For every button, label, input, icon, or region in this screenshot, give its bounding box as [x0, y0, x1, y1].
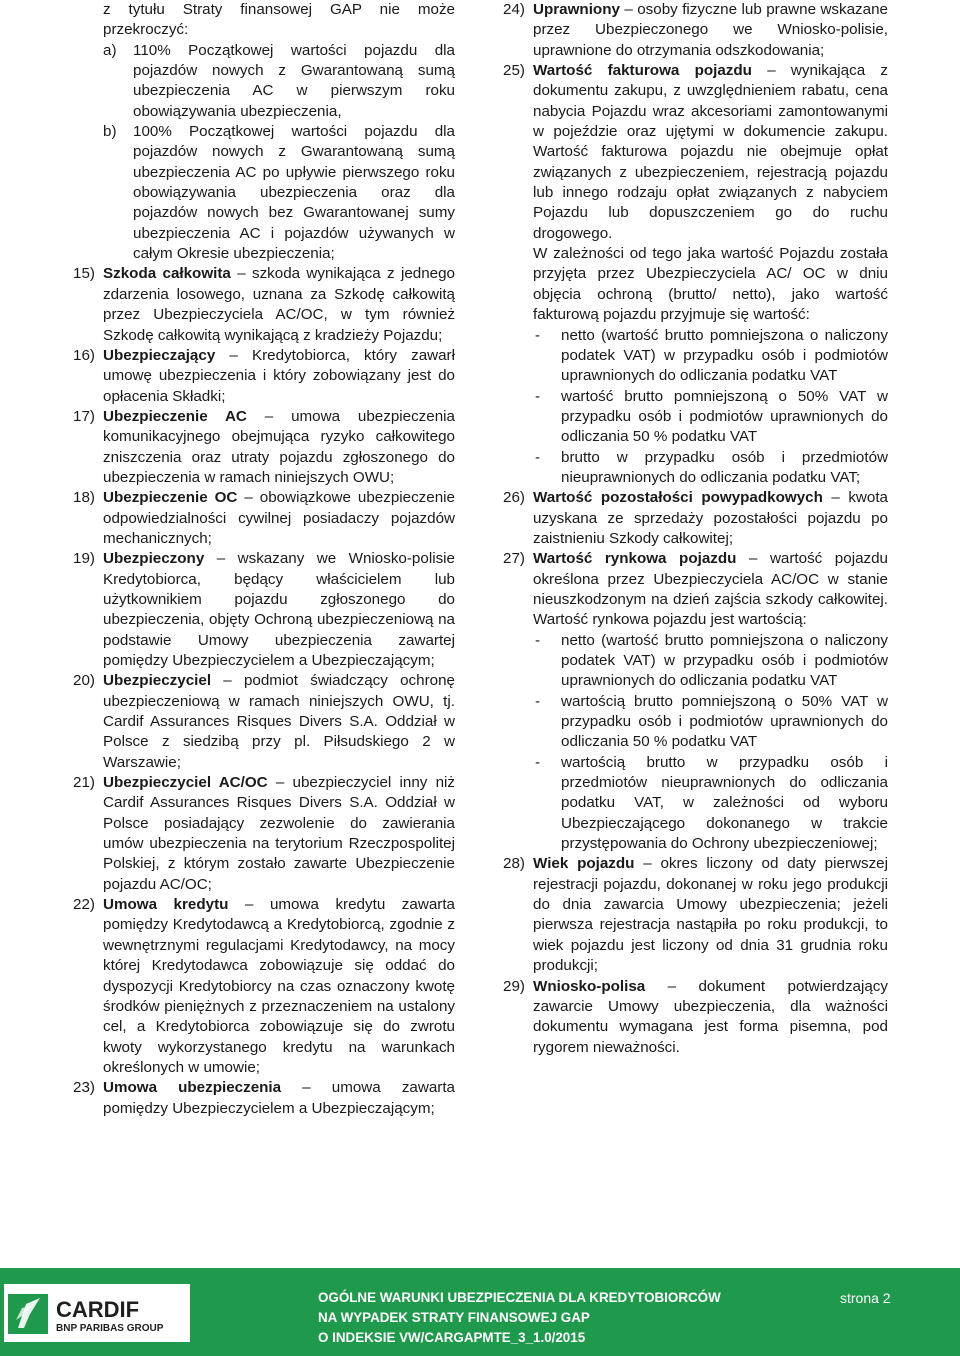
subitem-letter: a)	[103, 41, 117, 59]
dash-item	[503, 692, 888, 753]
dash-bullet: -	[535, 631, 541, 649]
item-number: 23)	[73, 1079, 95, 1097]
definition-text: – umowa ubezpieczenia komunikacyjnego obejmująca ryzyko całkowitego zniszczenia oraz utraty pojazdu zgłoszonego do ubezpieczenia w ramach niniejszych OWU;	[103, 407, 455, 486]
dash-bullet: -	[535, 387, 541, 405]
cardif-logo	[4, 1284, 190, 1342]
definition-text: – Kredytobiorca, który zawarł umowę ubezpieczenia i który zobowiązany jest do opłacenia Składki;	[103, 346, 455, 405]
definition-text: – wynikająca z dokumentu zakupu, z uwzględnieniem rabatu, cena nabycia Pojazdu wraz akcesoriami zamontowanymi w pojeździe oraz ujętymi w dokumencie zakupu. Wartość fakturowa pojazdu nie obejmuje opłat związanych z ubezpieczeniem, rejestracją pojazdu lub innego rodzaju opłat związanych z nabyciem Pojazdu lub dopuszczeniem go do ruchu drogowego.	[533, 62, 889, 242]
subitem-text: 100% Początkowej wartości pojazdu dla pojazdów nowych z Gwarantowaną sumą ubezpieczenia AC po upływie pierwszego roku obowiązywania ubezpieczenia oraz dla pojazdów nowych bez Gwarantowanej sumy ubezpieczenia AC i pojazdów używanych w całym Okresie ubezpieczenia;	[133, 123, 455, 263]
item-number: 16)	[73, 346, 95, 364]
item-number: 21)	[73, 774, 95, 792]
defined-term: Ubezpieczyciel AC/OC	[103, 774, 268, 792]
definition-text: – obowiązkowe ubezpieczenie odpowiedzialności cywilnej posiadaczy pojazdów mechanicznych;	[103, 489, 455, 547]
footer-title	[318, 1288, 721, 1348]
definition-item	[503, 61, 888, 244]
dash-item	[503, 326, 888, 387]
dash-item-text: wartość brutto pomniejszoną o 50% VAT w przypadku osób i podmiotów uprawnionych do odliczania 50 % podatku VAT	[561, 387, 888, 446]
defined-term: Wartość fakturowa pojazdu	[533, 62, 752, 80]
subitem-letter: b)	[103, 123, 117, 141]
defined-term: Wartość pozostałości powypadkowych	[533, 489, 823, 507]
page-footer	[0, 1268, 960, 1356]
left-column	[73, 0, 455, 1119]
item-number: 27)	[503, 550, 525, 568]
definition-item	[73, 407, 455, 488]
list-paragraph	[503, 244, 888, 325]
definition-text: – kwota uzyskana ze sprzedaży pozostałości pojazdu po zaistnieniu Szkody całkowitej;	[533, 489, 888, 547]
item-number: 24)	[503, 1, 525, 18]
footer-title-line: NA WYPADEK STRATY FINANSOWEJ GAP	[318, 1310, 590, 1325]
footer-title-line: OGÓLNE WARUNKI UBEZPIECZENIA DLA KREDYTOBIORCÓW	[318, 1290, 721, 1305]
definition-text: – podmiot świadczący ochronę ubezpieczeniową w ramach niniejszych OWU, tj. Cardif Assurances Risques Divers S.A. Oddział w Polsce z siedzibą przy pl. Piłsudskiego 2 w Warszawie;	[103, 672, 455, 771]
definition-text: – dokument potwierdzający zawarcie Umowy ubezpieczenia, dla ważności dokumentu wymagana jest forma pisemna, pod rygorem nieważności.	[533, 977, 888, 1056]
defined-term: Ubezpieczenie OC	[103, 489, 238, 507]
item-number: 15)	[73, 265, 95, 283]
dash-bullet: -	[535, 753, 541, 771]
dash-item	[503, 631, 888, 692]
logo-subtitle: BNP PARIBAS GROUP	[56, 1323, 164, 1334]
list-subitem	[73, 122, 455, 264]
definition-item	[73, 895, 455, 1078]
definition-item	[73, 264, 455, 345]
definition-item	[503, 977, 888, 1058]
definition-text: – wartość pojazdu określona przez Ubezpieczyciela AC/OC w stanie nieuszkodzonym na dzień zajścia szkody całkowitej. Wartość rynkowa pojazdu jest wartością:	[533, 550, 889, 629]
defined-term: Wartość rynkowa pojazdu	[533, 550, 737, 568]
definition-item	[503, 549, 888, 630]
definition-text: – ubezpieczyciel inny niż Cardif Assurances Risques Divers S.A. Oddział w Polsce posiadający zezwolenie do zawierania umów ubezpieczenia na terytorium Rzeczpospolitej Polskiej, z którym zostało zawarte Ubezpieczenie pojazdu AC/OC;	[103, 774, 455, 893]
dash-bullet: -	[535, 448, 541, 466]
defined-term: Ubezpieczający	[103, 346, 216, 364]
definition-item	[73, 346, 455, 407]
definition-text: – umowa kredytu zawarta pomiędzy Kredytodawcą a Kredytobiorcą, zgodnie z wewnętrznymi regulacjami Kredytodawcy, na mocy której Kredytodawca zobowiązuje się oddać do dyspozycji Kredytobiorcy na czas oznaczony kwotę środków pieniężnych z przeznaczeniem na ustalony cel, a Kredytobiorca zobowiązuje się do zwrotu kwoty wykorzystanego kredytu na warunkach określonych w umowie;	[103, 896, 455, 1076]
list-subitem	[73, 41, 455, 122]
dash-item-text: netto (wartość brutto pomniejszona o naliczony podatek VAT) w przypadku osób i podmiotów uprawnionych do odliczania podatku VAT	[561, 326, 888, 385]
dash-item-text: brutto w przypadku osób i przedmiotów nieuprawnionych do odliczania podatku VAT;	[561, 448, 888, 486]
definition-item	[503, 488, 888, 549]
item-number: 28)	[503, 855, 525, 873]
defined-term: Szkoda całkowita	[103, 265, 231, 283]
subitem-text: 110% Początkowej wartości pojazdu dla pojazdów nowych z Gwarantowaną sumą ubezpieczenia AC w pierwszym roku obowiązywania ubezpieczenia,	[133, 41, 455, 120]
dash-item-text: wartością brutto pomniejszoną o 50% VAT w przypadku osób i podmiotów uprawnionych do odliczania 50 % podatku VAT	[561, 692, 888, 751]
dash-item-text: netto (wartość brutto pomniejszona o naliczony podatek VAT) w przypadku osób i podmiotów uprawnionych do odliczania podatku VAT	[561, 631, 888, 690]
dash-item	[503, 753, 888, 855]
definition-text: – umowa zawarta pomiędzy Ubezpieczycielem a Ubezpieczającym;	[103, 1079, 455, 1117]
item-number: 20)	[73, 672, 95, 690]
defined-term: Ubezpieczony	[103, 550, 205, 568]
defined-term: Uprawniony	[533, 1, 620, 18]
list-paragraph	[73, 0, 455, 41]
right-column	[503, 0, 888, 1058]
definition-item	[73, 488, 455, 549]
defined-term: Ubezpieczyciel	[103, 672, 212, 690]
logo-name: CARDIF	[56, 1297, 140, 1322]
definition-item	[73, 671, 455, 773]
paragraph-text: z tytułu Straty finansowej GAP nie może przekroczyć:	[103, 1, 455, 39]
definition-item	[73, 773, 455, 895]
item-number: 29)	[503, 977, 525, 995]
defined-term: Umowa kredytu	[103, 896, 229, 914]
dash-item	[503, 387, 888, 448]
definition-text: – wskazany we Wniosko-polisie Kredytobiorca, będący właścicielem lub użytkownikiem pojazdu zgłoszonego do ubezpieczenia, objęty Ochroną ubezpieczeniową na podstawie Umowy ubezpieczenia zawartej pomiędzy Ubezpieczycielem a Ubezpieczającym;	[103, 550, 455, 669]
item-number: 18)	[73, 489, 95, 507]
defined-term: Wiek pojazdu	[533, 855, 635, 873]
definition-text: – szkoda wynikająca z jednego zdarzenia losowego, uznana za Szkodę całkowitą przez Ubezpieczyciela AC/OC, w tym również Szkodę całkowitą wynikającą z kradzieży Pojazdu;	[103, 265, 455, 344]
dash-bullet: -	[535, 326, 541, 344]
definition-text: – osoby fizyczne lub prawne wskazane przez Ubezpieczonego we Wniosko-polisie, uprawnione do otrzymania odszkodowania;	[533, 1, 888, 59]
definition-text: – okres liczony od daty pierwszej rejestracji pojazdu, dokonanej w roku jego produkcji do dnia zawarcia Umowy ubezpieczenia; jeżeli pierwsza rejestracja nastąpiła po roku produkcji, to wiek pojazdu jest liczony od dnia 31 grudnia roku produkcji;	[533, 855, 888, 975]
dash-item	[503, 448, 888, 489]
paragraph-text: W zależności od tego jaka wartość Pojazdu została przyjęta przez Ubezpieczyciela AC/ OC w dniu objęcia ochroną (brutto/ netto), jako wartość fakturową pojazdu przyjmuje się wartość:	[533, 245, 888, 324]
dash-item-text: wartością brutto w przypadku osób i przedmiotów nieuprawnionych do odliczania podatku VAT, w zależności od wyboru Ubezpieczającego dokonanego w trakcie przystępowania do Ochrony ubezpieczeniowej;	[561, 753, 888, 853]
definition-item	[73, 549, 455, 671]
item-number: 26)	[503, 489, 525, 507]
defined-term: Ubezpieczenie AC	[103, 407, 247, 425]
defined-term: Umowa ubezpieczenia	[103, 1079, 282, 1097]
page-number: strona 2	[840, 1290, 891, 1306]
item-number: 19)	[73, 550, 95, 568]
defined-term: Wniosko-polisa	[533, 977, 646, 995]
item-number: 25)	[503, 62, 525, 80]
definition-item	[503, 0, 888, 61]
definition-item	[503, 854, 888, 976]
dash-bullet: -	[535, 692, 541, 710]
footer-title-line: O INDEKSIE VW/CARGAPMTE_3_1.0/2015	[318, 1330, 586, 1345]
definition-item	[73, 1078, 455, 1119]
item-number: 17)	[73, 407, 95, 425]
item-number: 22)	[73, 896, 95, 914]
